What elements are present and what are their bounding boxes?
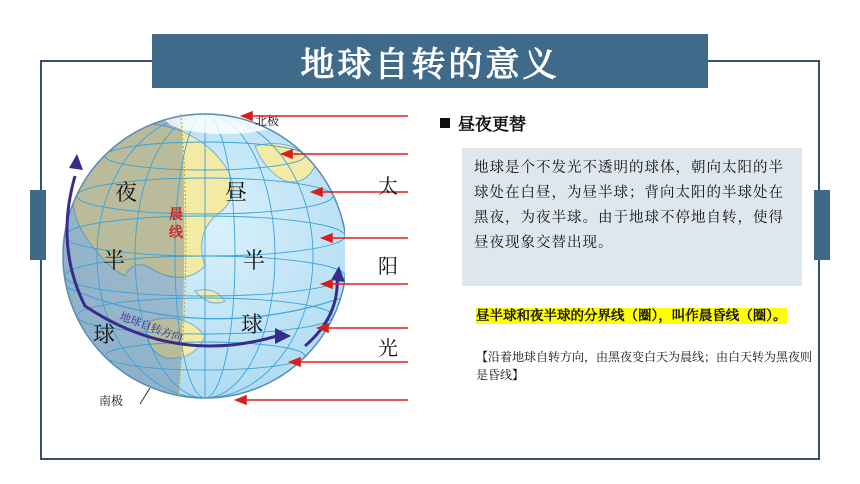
left-side-tab (30, 190, 46, 260)
note-text: 【沿着地球自转方向，由黑夜变白天为晨线；由白天转为黑夜则是昏线】 (476, 350, 813, 382)
square-bullet-icon (440, 118, 450, 128)
sunlight-char-2: 阳 (378, 254, 398, 278)
section-heading-text: 昼夜更替 (458, 115, 526, 135)
south-pole-label: 南极 (99, 394, 124, 408)
sunlight-char-1: 太 (378, 174, 398, 198)
day-label-3: 球 (241, 313, 264, 338)
sunlight-char-3: 光 (378, 336, 398, 360)
highlight-text: 昼半球和夜半球的分界线（圈），叫作晨昏线（圈）。 (476, 308, 787, 324)
highlight-block (476, 306, 806, 326)
south-pole-pointer (140, 388, 150, 404)
rotation-direction-label: 地球自转方向 (117, 309, 185, 345)
dawn-line-label: 晨线 (169, 207, 183, 241)
night-label-3: 球 (93, 323, 116, 348)
day-label-2: 半 (243, 249, 266, 274)
section-heading (440, 110, 526, 135)
night-label-1: 夜 (115, 181, 138, 206)
page-title: 地球自转的意义 (152, 34, 708, 88)
day-label-1: 昼 (225, 181, 248, 206)
night-label-2: 半 (103, 249, 126, 274)
info-box: 地球是个不发光不透明的球体，朝向太阳的半球处在白昼，为昼半球；背向太阳的半球处在黑夜，为夜半球。由于地球不停地自转，使得昼夜现象交替出现。 (462, 148, 802, 286)
north-pole-label: 北极 (255, 114, 280, 128)
rotation-arrow-head-left (69, 154, 83, 170)
right-side-tab (814, 190, 830, 260)
